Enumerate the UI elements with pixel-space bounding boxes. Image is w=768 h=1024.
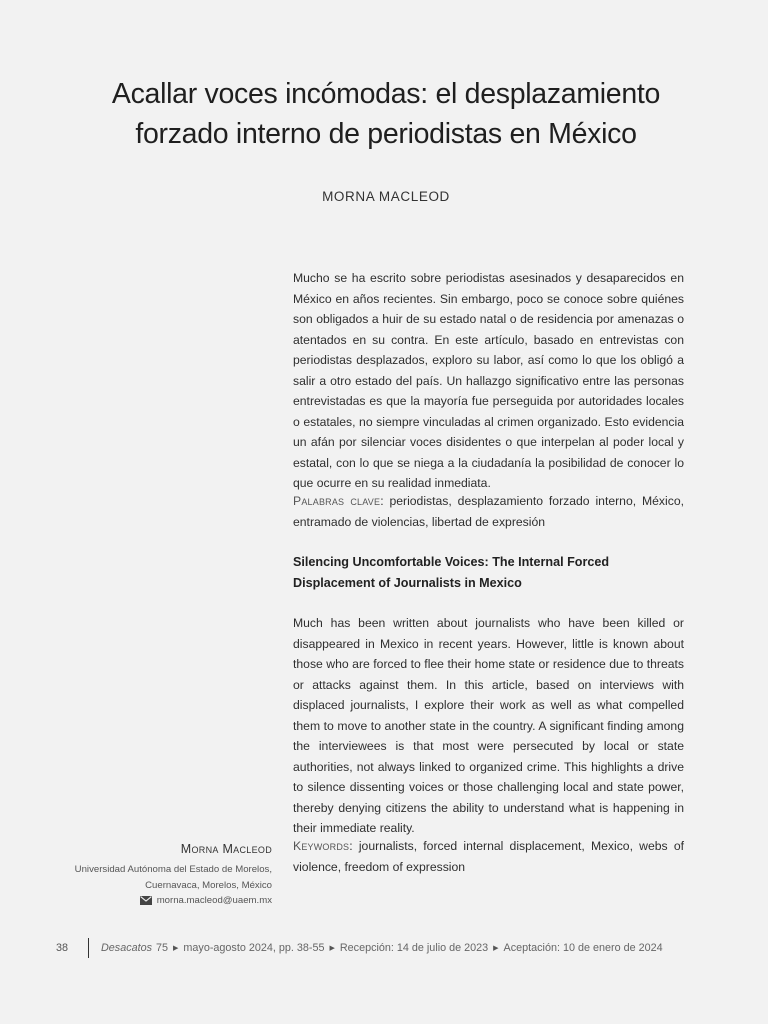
affiliation-line-2: Cuernavaca, Morelos, México	[145, 880, 272, 891]
article-title-line-2: forzado interno de periodistas en México	[135, 118, 637, 150]
article-title-line-1: Acallar voces incómodas: el desplazamiento	[111, 78, 661, 110]
arrow-right-icon: ▶	[329, 945, 335, 952]
keywords-spanish	[293, 491, 684, 532]
journal-name: Desacatos	[101, 942, 153, 954]
keywords-spanish-label: Palabras clave	[293, 494, 381, 508]
page-footer	[56, 938, 663, 958]
arrow-right-icon: ▶	[493, 945, 499, 952]
abstract-english: Much has been written about journalists who have been killed or disappeared in Mexico in recent years. However, little is known about those who are forced to flee their home state or residence due to threats or attacks against them. In this article, based on interviews with displaced journalists, I explore their work as well as what compelled them to move to another state in the country. A significant finding among the interviewees is that most were persecuted by local or state authorities, not always linked to organized crime. This highlights a drive to silence dissenting voices or those challenging local and state power, thereby denying citizens the ability to understand what is happening in their immediate reality.	[293, 616, 684, 835]
received-date: Recepción: 14 de julio de 2023	[339, 942, 489, 954]
keywords-english-label: Keywords	[293, 839, 350, 853]
arrow-right-icon: ▶	[173, 945, 179, 952]
author-info	[12, 842, 272, 906]
author-byline: MORNA MACLEOD	[322, 189, 450, 204]
article-title	[60, 74, 712, 154]
author-name: Morna Macleod	[180, 842, 272, 856]
author-affiliation	[12, 862, 272, 894]
page-number: 38	[56, 942, 69, 954]
journal-issue: 75	[156, 942, 169, 954]
affiliation-line-1: Universidad Autónoma del Estado de Morelos,	[74, 864, 272, 875]
accepted-date: Aceptación: 10 de enero de 2024	[503, 942, 663, 954]
footer-divider	[88, 938, 89, 958]
journal-pages: mayo-agosto 2024, pp. 38-55	[183, 942, 325, 954]
author-email[interactable]: morna.macleod@uaem.mx	[156, 895, 272, 906]
author-email-line	[12, 895, 272, 906]
keywords-english-text: : journalists, forced internal displacement, Mexico, webs of violence, freedom of expression	[293, 839, 684, 874]
keywords-spanish-text: : periodistas, desplazamiento forzado interno, México, entramado de violencias, libertad de expresión	[293, 494, 684, 529]
abstract-spanish: Mucho se ha escrito sobre periodistas asesinados y desaparecidos en México en años recientes. Sin embargo, poco se conoce sobre quiénes son obligados a huir de su estado natal o de residencia por amenazas o atentados en su contra. En este artículo, basado en entrevistas con periodistas desplazados, exploro su labor, así como lo que los obligó a salir a otro estado del país. Un hallazgo significativo entre las personas entrevistadas es que la mayoría fue perseguida por autoridades locales o estatales, no siempre vinculadas al crimen organizado. Esto evidencia un afán por silenciar voces disidentes o que interpelan al poder local y estatal, con lo que se niega a la ciudadanía la posibilidad de conocer lo que ocurre en su realidad inmediata.	[293, 271, 684, 490]
envelope-icon	[140, 896, 152, 905]
english-title: Silencing Uncomfortable Voices: The Internal Forced Displacement of Journalists in Mexico	[293, 555, 610, 590]
keywords-english	[293, 836, 684, 877]
